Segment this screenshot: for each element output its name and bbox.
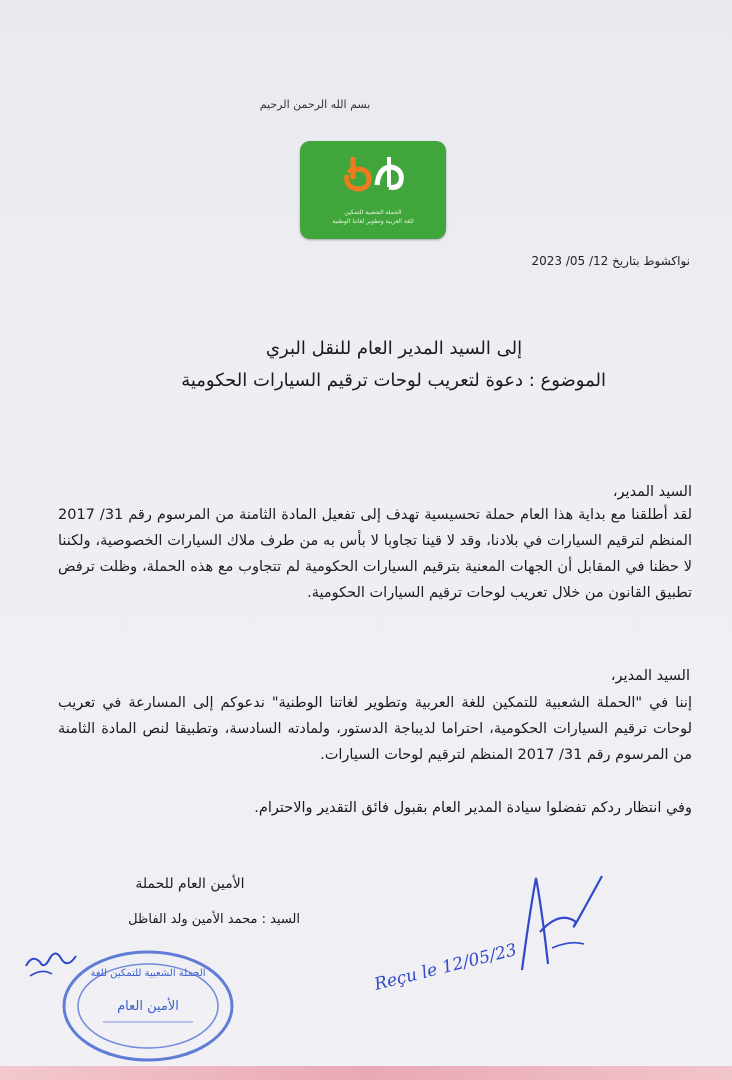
salutation-2: السيد المدير، xyxy=(610,668,690,684)
handwritten-receipt-signature xyxy=(370,870,610,1010)
logo-text-line2: للغة العربية وتطوير لغاتنا الوطنية xyxy=(332,218,414,225)
basmala: بسم الله الرحمن الرحيم xyxy=(259,98,371,111)
salutation-1: السيد المدير، xyxy=(612,484,692,500)
campaign-logo xyxy=(300,141,446,239)
letter-date: نواكشوط بتاريخ 12/ 05/ 2023 xyxy=(531,254,690,268)
logo-mark-icon xyxy=(335,153,415,203)
stamp-text-2: الأمين العام xyxy=(117,999,179,1014)
paragraph-1: لقد أطلقنا مع بداية هذا العام حملة تحسيسية تهدف إلى تفعيل المادة الثامنة من المرسوم رقم 31/ 2017 المنظم لترقيم السيارات في بلادنا، وقد لا قينا تجاوبا لا بأس به من طرف ملاك السيارات الخصوصية، ولكننا لا حظنا في المقابل أن الجهات المعنية بترقيم السيارات الحكومية لم تتجاوب مع هذه الحملة، وظلت ترفض تطبيق القانون من خلال تعريب لوحات ترقيم السيارات الحكومية. xyxy=(58,507,692,601)
receipt-note: Reçu le 12/05/23 xyxy=(372,940,519,995)
closing-line: وفي انتظار ردكم تفضلوا سيادة المدير العام بقبول فائق التقدير والاحترام. xyxy=(254,800,692,816)
subject-line: الموضوع : دعوة لتعريب لوحات ترقيم السيارات الحكومية xyxy=(181,370,606,391)
signer-title: الأمين العام للحملة xyxy=(135,876,245,892)
signer-name: السيد : محمد الأمين ولد الفاظل xyxy=(128,912,300,927)
background-edge xyxy=(0,1066,732,1080)
official-stamp xyxy=(58,946,238,1066)
recipient-line: إلى السيد المدير العام للنقل البري xyxy=(265,338,523,359)
stamp-text-1: الحملة الشعبية للتمكين للغة xyxy=(90,968,206,979)
logo-text-line1: الحملة الشعبية للتمكين xyxy=(344,209,402,216)
paragraph-2: إننا في "الحملة الشعبية للتمكين للغة العربية وتطوير لغاتنا الوطنية" ندعوكم إلى المسارعة في تعريب لوحات ترقيم السيارات الحكومية، احتراما لديباجة الدستور، ولمادته السادسة، وتطبيقا لنص المادة الثامنة من المرسوم رقم 31/ 2017 المنظم لترقيم لوحات السيارات. xyxy=(58,695,692,763)
